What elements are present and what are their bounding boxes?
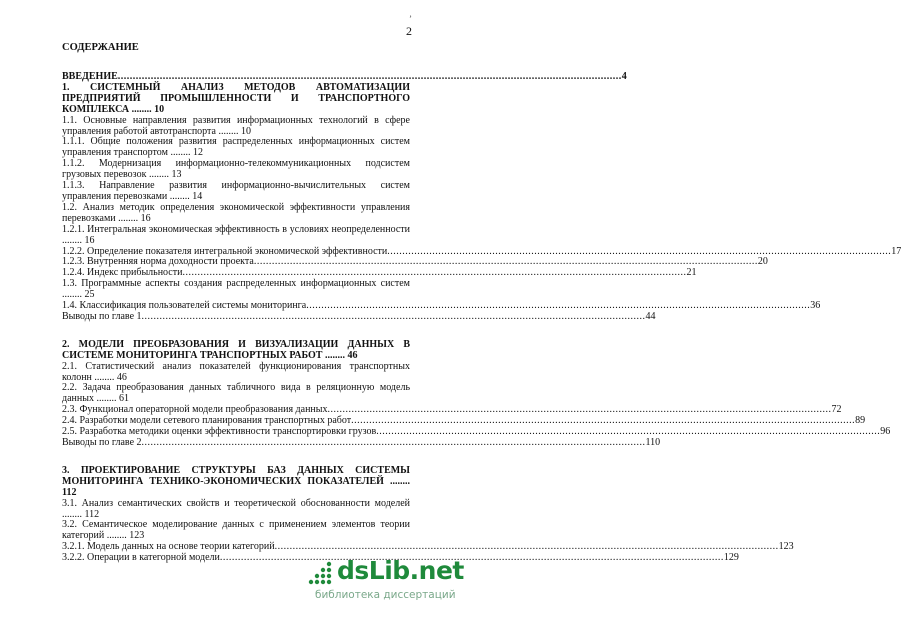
toc-entry-title: 3. ПРОЕКТИРОВАНИЕ СТРУКТУРЫ БАЗ ДАННЫХ СИСТЕМЫ МОНИТОРИНГА ТЕХНИКО-ЭКОНОМИЧЕСКИХ ПОКАЗАТЕЛЕЙ <box>62 464 410 487</box>
toc-entry-page: 89 <box>855 415 866 427</box>
toc-entry-page: 36 <box>810 300 821 312</box>
toc-entry-page: 72 <box>831 404 842 416</box>
dot-leader: ........ <box>62 508 85 520</box>
toc-entry-page: 16 <box>84 234 95 246</box>
page-tick-mark: ʼ <box>409 14 412 24</box>
dot-leader: ........ <box>91 371 117 383</box>
toc-entry-title: 2.5. Разработка методики оценки эффективности транспортировки грузов <box>62 426 377 438</box>
toc-entry-title: 3.1. Анализ семантических свойств и теоретической обоснованности моделей <box>62 497 410 509</box>
toc-entry-title: 3.2.2. Операции в категорной модели <box>62 552 220 564</box>
toc-entry-page: 129 <box>723 552 739 564</box>
toc-entry-title: 3.2.1. Модель данных на основе теории категорий <box>62 541 275 553</box>
toc-entry[interactable] <box>62 137 410 159</box>
toc-entry-title: 1. СИСТЕМНЫЙ АНАЛИЗ МЕТОДОВ АВТОМАТИЗАЦИИ ПРЕДПРИЯТИЙ ПРОМЫШЛЕННОСТИ И ТРАНСПОРТНОГО КОМПЛЕКСА <box>62 81 410 115</box>
dot-leader: ........ <box>62 289 85 301</box>
dot-leader <box>142 312 646 323</box>
dot-leader: ........ <box>115 212 141 224</box>
toc-entry[interactable] <box>62 203 410 225</box>
toc-entry[interactable] <box>62 159 410 181</box>
dot-leader: ........ <box>322 349 348 361</box>
watermark-subtitle: библиотека диссертаций <box>315 589 456 601</box>
toc-entry-page: 112 <box>84 508 100 520</box>
toc-entry-title: 1.1. Основные направления развития информационных технологий в сфере управления работой автотранспорта <box>62 114 410 137</box>
toc-entry-title: 3.2. Семантическое моделирование данных с применением элементов теории категорий <box>62 519 410 542</box>
toc-entry-page: 10 <box>240 125 251 137</box>
toc-entry[interactable] <box>62 225 410 247</box>
toc-entry-title: 1.2.2. Определение показателя интегральной экономической эффективности <box>62 245 388 257</box>
toc-entry-page: 17 <box>891 245 901 257</box>
toc-entry[interactable] <box>62 437 661 449</box>
toc-entry-title: 2.3. Функционал операторной модели преобразования данных <box>62 404 328 416</box>
toc-entry-title: 1.1.3. Направление развития информационно-вычислительных систем управления перевозками <box>62 180 410 202</box>
toc-entry-title: Выводы по главе 1 <box>62 310 142 322</box>
toc-entry-title: 1.2.4. Индекс прибыльности <box>62 267 183 279</box>
page-number: 2 <box>406 24 412 38</box>
toc-entry-title: 1.4. Классификация пользователей системы мониторинга <box>62 300 307 312</box>
dslib-logo-icon <box>305 560 333 588</box>
dot-leader: ........ <box>146 169 172 181</box>
toc-entry-title: 2. МОДЕЛИ ПРЕОБРАЗОВАНИЯ И ВИЗУАЛИЗАЦИИ ДАННЫХ В СИСТЕМЕ МОНИТОРИНГА ТРАНСПОРТНЫХ РАБОТ <box>62 338 410 361</box>
toc-entry-page: 13 <box>171 169 182 181</box>
section-gap <box>62 449 410 466</box>
dot-leader: ........ <box>93 393 119 405</box>
watermark-title: dsLib.net <box>337 556 464 585</box>
toc-entry-page: 14 <box>192 190 203 202</box>
dot-leader: ........ <box>215 125 241 137</box>
dot-leader: ........ <box>167 147 193 159</box>
toc-entry[interactable] <box>62 383 410 405</box>
section-gap <box>62 323 410 340</box>
toc-entry-page: 61 <box>118 393 129 405</box>
toc-entry-page: 46 <box>347 349 358 361</box>
toc-entry-page: 46 <box>116 371 127 383</box>
dot-leader: ........ <box>62 234 85 246</box>
dot-leader <box>220 553 724 564</box>
toc-entry-title: 1.2. Анализ методик определения экономической эффективности управления перевозками <box>62 201 410 224</box>
table-of-contents <box>62 71 901 564</box>
toc-entry-title: Выводы по главе 2 <box>62 437 142 448</box>
toc-entry-page: 25 <box>84 289 95 301</box>
toc-entry-title: 1.1.2. Модернизация информационно-телекоммуникационных подсистем грузовых перевозок <box>62 158 410 181</box>
toc-entry-page: 112 <box>62 486 77 498</box>
toc-entry[interactable] <box>62 310 656 323</box>
dot-leader: ........ <box>167 190 193 202</box>
toc-entry-title: 1.3. Программные аспекты создания распределенных информационных систем <box>62 278 410 290</box>
toc-entry-page: 21 <box>686 267 697 279</box>
toc-entry-page: 10 <box>154 103 165 115</box>
toc-entry-title: 1.1.1. Общие положения развития распределенных информационных систем управления транспортом <box>62 136 410 159</box>
dot-leader: ........ <box>383 475 410 487</box>
toc-entry-page: 16 <box>140 212 151 224</box>
toc-entry-page: 12 <box>192 147 203 159</box>
toc-entry-page: 20 <box>757 256 768 268</box>
toc-heading: СОДЕРЖАНИЕ <box>62 42 139 53</box>
toc-entry[interactable] <box>62 116 410 138</box>
dot-leader: ........ <box>104 530 130 542</box>
toc-entry[interactable] <box>62 499 410 521</box>
toc-entry-page: 4 <box>621 71 627 82</box>
toc-entry-page: 44 <box>645 310 656 322</box>
dslib-watermark[interactable] <box>305 556 464 606</box>
toc-entry[interactable] <box>62 181 410 203</box>
toc-entry-page: 123 <box>778 541 794 553</box>
toc-entry-page: 110 <box>645 437 661 448</box>
toc-entry-page: 123 <box>129 530 145 542</box>
toc-entry-title: 2.1. Статистический анализ показателей функционирования транспортных колонн <box>62 360 410 383</box>
dot-leader <box>142 438 646 449</box>
dot-leader: ........ <box>129 103 155 115</box>
toc-entry-page: 96 <box>880 426 891 438</box>
toc-entry[interactable] <box>62 520 410 542</box>
toc-entry-title: 1.2.3. Внутренняя норма доходности проекта <box>62 256 254 268</box>
toc-entry-title: 2.2. Задача преобразования данных табличного вида в реляционную модель данных <box>62 382 410 405</box>
toc-entry[interactable] <box>62 466 410 499</box>
toc-entry-title: ВВЕДЕНИЕ <box>62 71 118 82</box>
toc-entry[interactable] <box>62 340 410 362</box>
toc-entry-title: 2.4. Разработки модели сетевого планирования транспортных работ <box>62 415 352 427</box>
toc-entry-title: 1.2.1. Интегральная экономическая эффективность в условиях неопределенности <box>62 223 410 235</box>
toc-entry[interactable] <box>62 362 410 384</box>
toc-entry[interactable] <box>62 279 410 301</box>
toc-entry[interactable] <box>62 83 410 116</box>
